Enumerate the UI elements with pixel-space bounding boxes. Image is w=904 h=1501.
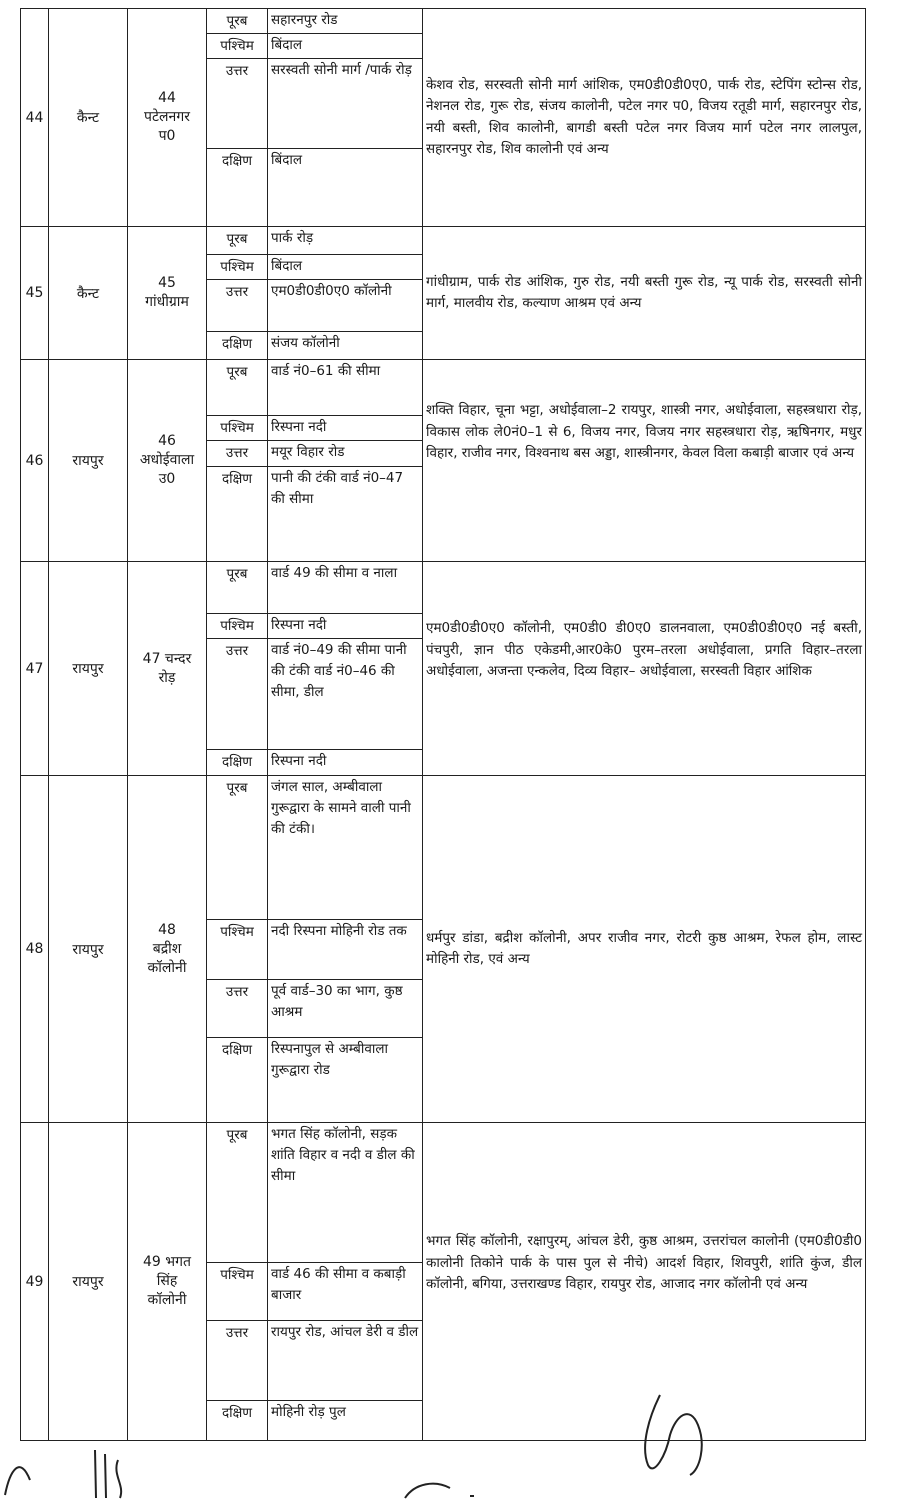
- ward-number: 46: [21, 360, 49, 562]
- bottom-scribble: [400, 1478, 500, 1501]
- boundary-text: रायपुर रोड, आंचल डेरी व डील: [268, 1321, 423, 1401]
- ward-number: 48: [21, 776, 49, 1123]
- boundary-text: बिंदाल: [268, 255, 423, 280]
- direction-label: दक्षिण: [207, 750, 268, 776]
- boundary-text: बिंदाल: [268, 149, 423, 227]
- boundary-text: वार्ड 46 की सीमा व कबाड़ी बाजार: [268, 1263, 423, 1321]
- direction-label: पूरब: [207, 360, 268, 416]
- boundary-text: संजय कॉलोनी: [268, 332, 423, 360]
- boundary-text: वार्ड नं0–49 की सीमा पानी की टंकी वार्ड नं0–46 की सीमा, डील: [268, 639, 423, 750]
- direction-label: उत्तर: [207, 59, 268, 149]
- boundary-text: बिंदाल: [268, 34, 423, 59]
- ward-boundary-table: [20, 8, 866, 1441]
- direction-label: पश्चिम: [207, 920, 268, 980]
- ward-name: 45 गांधीग्राम: [128, 227, 207, 360]
- boundary-text: मोहिनी रोड़ पुल: [268, 1401, 423, 1441]
- zone-name: रायपुर: [49, 1123, 128, 1441]
- zone-name: रायपुर: [49, 776, 128, 1123]
- boundary-text: वार्ड 49 की सीमा व नाला: [268, 562, 423, 614]
- boundary-text: पार्क रोड़: [268, 227, 423, 255]
- direction-label: पश्चिम: [207, 1263, 268, 1321]
- area-description: एम0डी0डी0ए0 कॉलोनी, एम0डी0 डी0ए0 डालनवाला, एम0डी0डी0ए0 नई बस्ती, पंचपुरी, ज्ञान पीठ एकेडमी,आर0के0 पुरम–तरला अधोईवाला, प्रगति विहार–तरला अधोईवाला, अजन्ता एन्कलेव, दिव्य विहार– अधोईवाला, सरस्वती विहार आंशिक: [423, 562, 866, 776]
- boundary-text: जंगल साल, अम्बीवाला गुरूद्वारा के सामने वाली पानी की टंकी।: [268, 776, 423, 920]
- direction-label: पूरब: [207, 9, 268, 34]
- boundary-text: नदी रिस्पना मोहिनी रोड तक: [268, 920, 423, 980]
- margin-scribble: [0, 1440, 140, 1501]
- area-description: गांधीग्राम, पार्क रोड आंशिक, गुरु रोड, नयी बस्ती गुरू रोड, न्यू पार्क रोड, सरस्वती सोनी मार्ग, मालवीय रोड, कल्याण आश्रम एवं अन्य: [423, 227, 866, 360]
- direction-label: उत्तर: [207, 980, 268, 1038]
- direction-label: दक्षिण: [207, 1038, 268, 1123]
- zone-name: कैन्ट: [49, 9, 128, 227]
- direction-label: पूरब: [207, 227, 268, 255]
- ward-number: 49: [21, 1123, 49, 1441]
- boundary-text: पूर्व वार्ड–30 का भाग, कुष्ठ आश्रम: [268, 980, 423, 1038]
- direction-label: पूरब: [207, 1123, 268, 1263]
- boundary-text: एम0डी0डी0ए0 कॉलोनी: [268, 280, 423, 332]
- boundary-text: वार्ड नं0–61 की सीमा: [268, 360, 423, 416]
- ward-number: 47: [21, 562, 49, 776]
- boundary-text: सहारनपुर रोड: [268, 9, 423, 34]
- direction-label: दक्षिण: [207, 1401, 268, 1441]
- boundary-text: मयूर विहार रोड: [268, 441, 423, 467]
- direction-label: पश्चिम: [207, 416, 268, 441]
- direction-label: उत्तर: [207, 639, 268, 750]
- direction-label: पश्चिम: [207, 34, 268, 59]
- direction-label: पूरब: [207, 562, 268, 614]
- zone-name: रायपुर: [49, 360, 128, 562]
- ward-name: 47 चन्दर रोड़: [128, 562, 207, 776]
- boundary-text: रिस्पना नदी: [268, 416, 423, 441]
- zone-name: रायपुर: [49, 562, 128, 776]
- direction-label: उत्तर: [207, 1321, 268, 1401]
- boundary-text: रिस्पना नदी: [268, 614, 423, 639]
- area-description: केशव रोड, सरस्वती सोनी मार्ग आंशिक, एम0डी0डी0ए0, पार्क रोड, स्टेपिंग स्टोन्स रोड, नेशनल रोड, गुरू रोड, संजय कालोनी, पटेल नगर प0, विजय रतूडी मार्ग, सहारनपुर रोड, नयी बस्ती, शिव कालोनी, बागडी बस्ती पटेल नगर विजय मार्ग पटेल नगर लालपुल, सहारनपुर रोड, शिव कालोनी एवं अन्य: [423, 9, 866, 227]
- boundary-text: रिस्पनापुल से अम्बीवाला गुरूद्वारा रोड: [268, 1038, 423, 1123]
- direction-label: दक्षिण: [207, 149, 268, 227]
- ward-number: 44: [21, 9, 49, 227]
- direction-label: दक्षिण: [207, 467, 268, 562]
- ward-number: 45: [21, 227, 49, 360]
- ward-name: 46 अधोईवाला उ0: [128, 360, 207, 562]
- direction-label: दक्षिण: [207, 332, 268, 360]
- ward-name: 44 पटेलनगर प0: [128, 9, 207, 227]
- direction-label: पूरब: [207, 776, 268, 920]
- direction-label: पश्चिम: [207, 614, 268, 639]
- ward-name: 48 बद्रीश कॉलोनी: [128, 776, 207, 1123]
- area-description: शक्ति विहार, चूना भट्टा, अधोईवाला–2 रायपुर, शास्त्री नगर, अधोईवाला, सहस्त्रधारा रोड़, विकास लोक ले0नं0–1 से 6, विजय नगर, विजय नगर सहस्त्रधारा रोड़, ऋषिनगर, मधुर विहार, राजीव नगर, विश्वनाथ बस अड्डा, शास्त्रीनगर, केवल विला कबाड़ी बाजार एवं अन्य: [423, 360, 866, 562]
- direction-label: उत्तर: [207, 441, 268, 467]
- boundary-text: भगत सिंह कॉलोनी, सड़क शांति विहार व नदी व डील की सीमा: [268, 1123, 423, 1263]
- area-description: भगत सिंह कॉलोनी, रक्षापुरम्, आंचल डेरी, कुष्ठ आश्रम, उत्तरांचल कालोनी (एम0डी0डी0 कालोनी तिकोने पार्क के पास पुल से नीचे) आदर्श विहार, शिवपुरी, शांति कुंज, डील कॉलोनी, बगिया, उत्तराखण्ड विहार, रायपुर रोड, आजाद नगर कॉलोनी एवं अन्य: [423, 1123, 866, 1441]
- zone-name: कैन्ट: [49, 227, 128, 360]
- direction-label: पश्चिम: [207, 255, 268, 280]
- boundary-text: सरस्वती सोनी मार्ग /पार्क रोड़: [268, 59, 423, 149]
- boundary-text: पानी की टंकी वार्ड नं0–47 की सीमा: [268, 467, 423, 562]
- boundary-text: रिस्पना नदी: [268, 750, 423, 776]
- direction-label: उत्तर: [207, 280, 268, 332]
- ward-name: 49 भगत सिंह कॉलोनी: [128, 1123, 207, 1441]
- area-description: धर्मपुर डांडा, बद्रीश कॉलोनी, अपर राजीव नगर, रोटरी कुष्ठ आश्रम, रेफल होम, लास्ट मोहिनी रोड, एवं अन्य: [423, 776, 866, 1123]
